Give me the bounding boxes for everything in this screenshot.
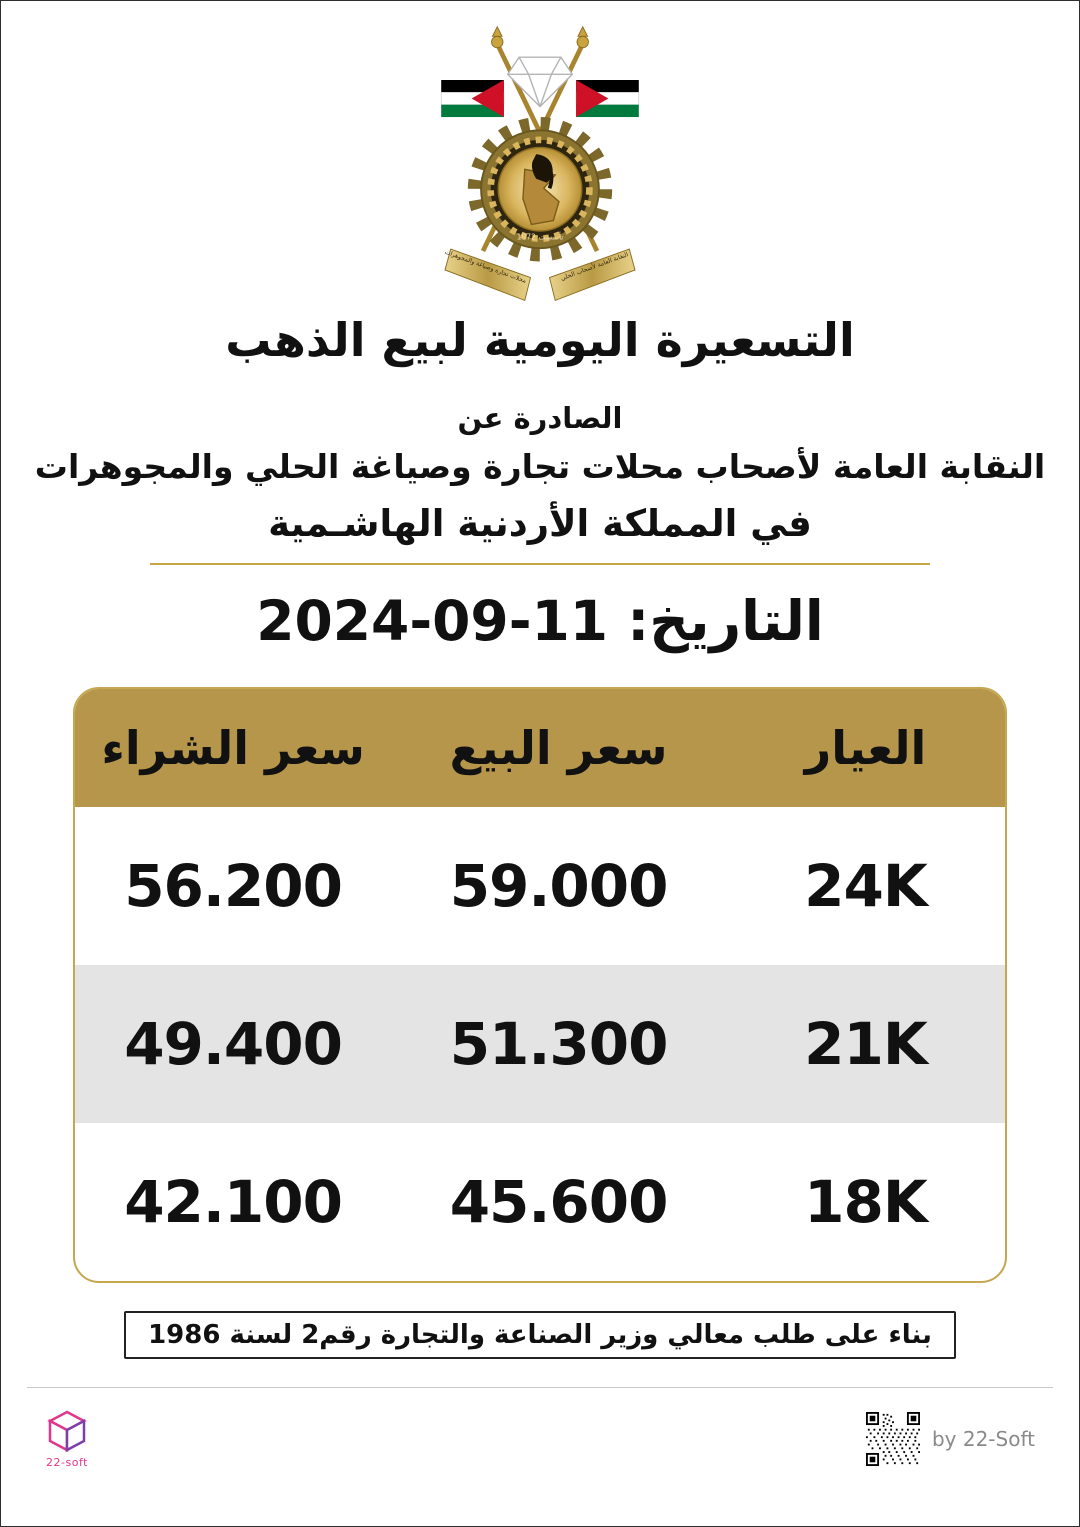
karat-header: العيار	[804, 720, 927, 775]
table-row-24k	[75, 807, 1005, 965]
sell-price-header: سعر البيع	[449, 720, 668, 775]
logo-wrap	[1, 1, 1079, 308]
established-text: تأسست 1972	[516, 232, 564, 242]
footer	[1, 1388, 1079, 1469]
jordan-flag-left-icon	[441, 80, 504, 117]
legal-note: بناء على طلب معالي وزير الصناعة والتجارة رقم2 لسنة 1986	[124, 1311, 956, 1359]
organization-name: النقابة العامة لأصحاب محلات تجارة وصياغة الحلي والمجوهرات	[34, 446, 1046, 486]
ribbon-left-text: محلات تجارة وصياغة والمجوهرات	[443, 248, 528, 285]
buy-price-value: 42.100	[124, 1167, 343, 1236]
qr-code	[866, 1412, 920, 1466]
diamond-icon	[508, 57, 573, 106]
22soft-cube-icon	[45, 1410, 89, 1454]
table-header-row	[75, 689, 1005, 807]
credit-text: by 22-Soft	[931, 1427, 1035, 1452]
issued-by-label: الصادرة عن	[457, 400, 623, 435]
buy-price-value: 49.400	[124, 1009, 343, 1078]
ribbon-right-text: النقابة العامة لأصحاب الحلي	[559, 251, 630, 283]
gear-icon	[475, 125, 604, 254]
brand-name: 22-soft	[46, 1455, 88, 1469]
brand-block	[45, 1410, 89, 1469]
gold-divider	[150, 563, 930, 565]
gold-price-table	[73, 687, 1007, 1283]
sell-price-value: 51.300	[449, 1009, 668, 1078]
syndicate-logo	[415, 23, 665, 308]
country-line: في المملكة الأردنية الهاشـمية	[268, 501, 812, 545]
karat-value: 24K	[804, 851, 927, 920]
table-row-18k	[75, 1123, 1005, 1281]
date-line: التاريخ: 11-09-2024	[256, 588, 824, 653]
buy-price-header: سعر الشراء	[101, 720, 365, 775]
jordan-flag-right-icon	[576, 80, 639, 117]
sell-price-value: 59.000	[449, 851, 668, 920]
pole-finials-icon	[492, 27, 589, 48]
sell-price-value: 45.600	[449, 1167, 668, 1236]
buy-price-value: 56.200	[124, 851, 343, 920]
karat-value: 21K	[804, 1009, 927, 1078]
karat-value: 18K	[804, 1167, 927, 1236]
table-row-21k	[75, 965, 1005, 1123]
page-title: التسعيرة اليومية لبيع الذهب	[225, 313, 855, 367]
credit-block	[866, 1412, 1035, 1466]
